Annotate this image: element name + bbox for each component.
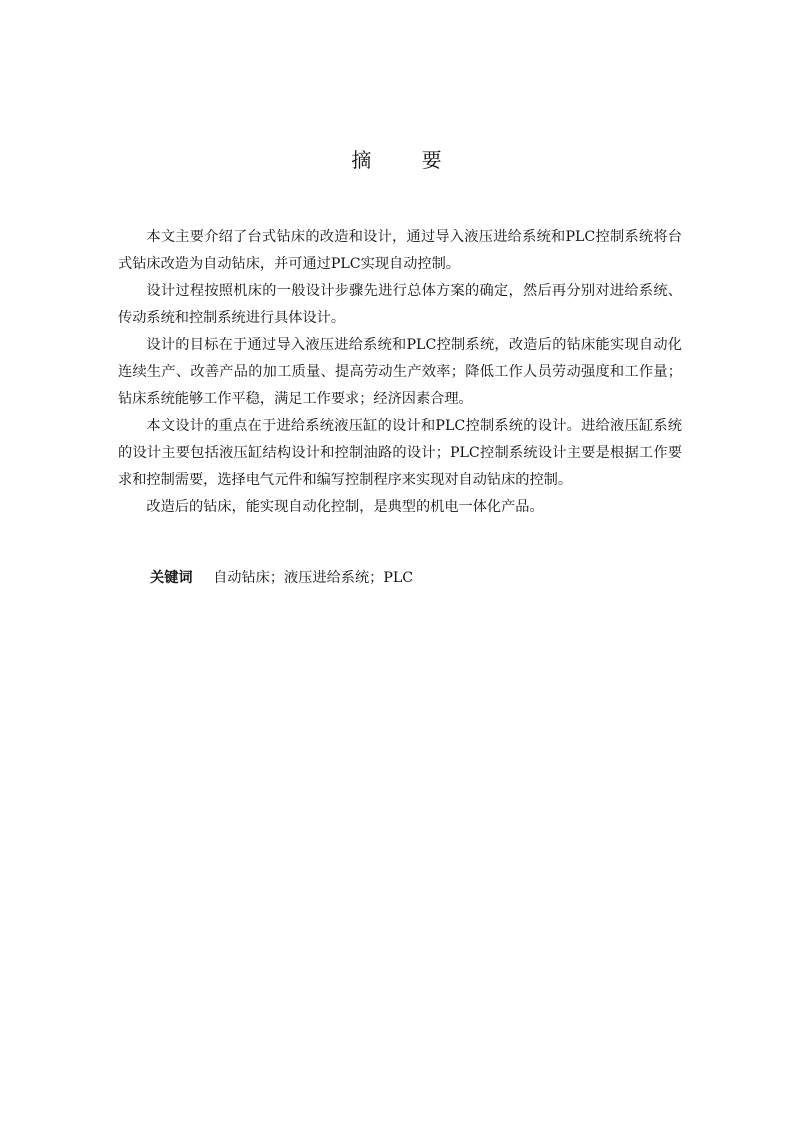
keywords-label: 关键词 (150, 570, 193, 586)
paragraph-4: 本文设计的重点在于进给系统液压缸的设计和PLC控制系统的设计。进给液压缸系统的设计主要包括液压缸结构设计和控制油路的设计；PLC控制系统设计主要是根据工作要求和控制需要，选择电气元件和编写控制程序来实现对自动钻床的控制。 (118, 418, 682, 488)
paragraph-3: 设计的目标在于通过导入液压进给系统和PLC控制系统，改造后的钻床能实现自动化连续生产、改善产品的加工质量、提高劳动生产效率；降低工作人员劳动强度和工作量；钻床系统能够工作平稳，满足工作要求；经济因素合理。 (118, 337, 682, 407)
keywords-line (150, 566, 690, 590)
abstract-title: 摘 要 (351, 148, 464, 172)
paragraph-1: 本文主要介绍了台式钻床的改造和设计，通过导入液压进给系统和PLC控制系统将台式钻床改造为自动钻床，并可通过PLC实现自动控制。 (118, 229, 682, 272)
keywords-value: 自动钻床；液压进给系统；PLC (213, 570, 414, 586)
paragraph-2: 设计过程按照机床的一般设计步骤先进行总体方案的确定，然后再分别对进给系统、传动系统和控制系统进行具体设计。 (118, 283, 682, 326)
paragraph-5: 改造后的钻床，能实现自动化控制，是典型的机电一体化产品。 (146, 499, 544, 515)
abstract-body (118, 224, 682, 521)
